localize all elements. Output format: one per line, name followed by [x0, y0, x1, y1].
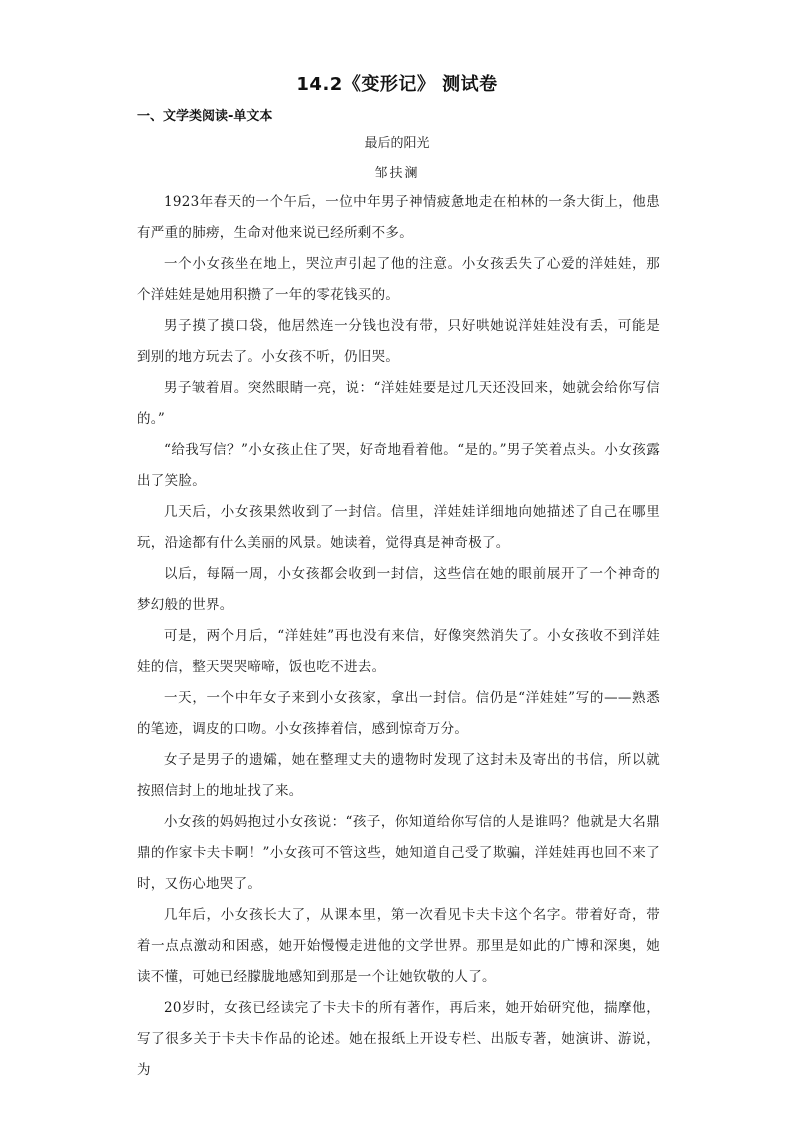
paragraph: 20岁时，女孩已经读完了卡夫卡的所有著作，再后来，她开始研究他，揣摩他，写了很多关于卡夫卡作品的论述。她在报纸上开设专栏、出版专著，她演讲、游说，为 [137, 1000, 660, 1078]
paragraph: 可是，两个月后，“洋娃娃”再也没有来信，好像突然消失了。小女孩收不到洋娃娃的信，整天哭哭啼啼，饭也吃不进去。 [137, 628, 660, 675]
story-title: 最后的阳光 [364, 136, 430, 151]
paragraph: 几年后，小女孩长大了，从课本里，第一次看见卡夫卡这个名字。带着好奇，带着一点点激动和困惑，她开始慢慢走进他的文学世界。那里是如此的广博和深奥，她读不懂，可她已经朦胧地感知到那是一个让她钦敬的人了。 [137, 907, 660, 985]
story-body [137, 187, 660, 1086]
paragraph: 1923年春天的一个午后，一位中年男子神情疲惫地走在柏林的一条大街上，他患有严重的肺痨，生命对他来说已经所剩不多。 [137, 194, 660, 241]
section-heading: 一、文学类阅读-单文本 [137, 109, 273, 124]
paragraph: 男子皱着眉。突然眼睛一亮，说：“洋娃娃要是过几天还没回来，她就会给你写信的。” [137, 380, 660, 427]
page-title: 14.2《变形记》 测试卷 [296, 74, 498, 95]
paragraph: 男子摸了摸口袋，他居然连一分钱也没有带，只好哄她说洋娃娃没有丢，可能是到别的地方玩去了。小女孩不听，仍旧哭。 [137, 318, 660, 365]
paragraph: 以后，每隔一周，小女孩都会收到一封信，这些信在她的眼前展开了一个神奇的梦幻般的世界。 [137, 566, 660, 613]
paragraph: “给我写信？”小女孩止住了哭，好奇地看着他。“是的。”男子笑着点头。小女孩露出了笑脸。 [137, 442, 660, 489]
paragraph: 女子是男子的遗孀，她在整理丈夫的遗物时发现了这封未及寄出的书信，所以就按照信封上的地址找了来。 [137, 752, 660, 799]
paragraph: 几天后，小女孩果然收到了一封信。信里，洋娃娃详细地向她描述了自己在哪里玩，沿途都有什么美丽的风景。她读着，觉得真是神奇极了。 [137, 504, 660, 551]
story-author: 邹扶澜 [374, 166, 420, 181]
paragraph: 小女孩的妈妈抱过小女孩说：“孩子，你知道给你写信的人是谁吗？他就是大名鼎鼎的作家卡夫卡啊！”小女孩可不管这些，她知道自己受了欺骗，洋娃娃再也回不来了时，又伤心地哭了。 [137, 814, 660, 892]
paragraph: 一个小女孩坐在地上，哭泣声引起了他的注意。小女孩丢失了心爱的洋娃娃，那个洋娃娃是她用积攒了一年的零花钱买的。 [137, 256, 660, 303]
paragraph: 一天，一个中年女子来到小女孩家，拿出一封信。信仍是“洋娃娃”写的——熟悉的笔迹，调皮的口吻。小女孩捧着信，感到惊奇万分。 [137, 690, 660, 737]
